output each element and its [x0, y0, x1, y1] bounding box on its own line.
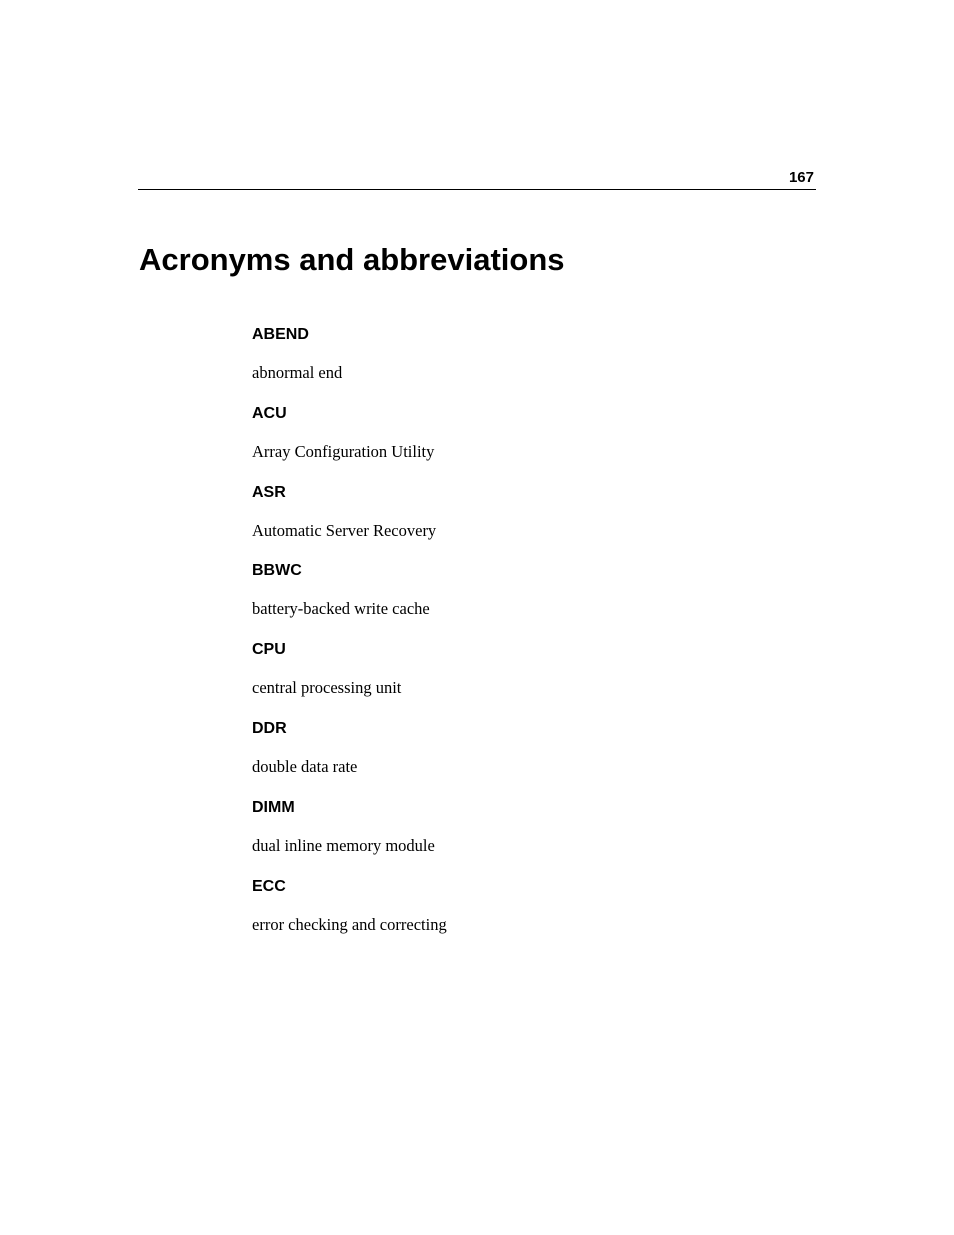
page-title: Acronyms and abbreviations — [139, 242, 565, 277]
glossary-term: ACU — [252, 404, 287, 422]
page-number: 167 — [788, 169, 814, 186]
glossary-definition: double data rate — [252, 756, 358, 776]
glossary-term: ECC — [252, 877, 286, 895]
glossary-term: ABEND — [252, 326, 309, 343]
glossary-term: ASR — [252, 483, 286, 501]
glossary-definition: abnormal end — [252, 363, 343, 382]
glossary-definition: Automatic Server Recovery — [252, 520, 437, 540]
glossary-term: BBWC — [252, 562, 302, 580]
glossary-term: CPU — [252, 641, 286, 659]
glossary-definition: battery-backed write cache — [252, 599, 430, 619]
glossary-entry — [252, 718, 812, 797]
glossary-entry — [252, 482, 812, 561]
glossary-entry — [252, 560, 812, 639]
glossary-definition: error checking and correcting — [252, 914, 447, 934]
glossary-list — [252, 324, 812, 954]
glossary-term: DIMM — [252, 798, 295, 816]
header-rule — [138, 189, 816, 190]
glossary-definition: central processing unit — [252, 678, 402, 698]
glossary-definition: dual inline memory module — [252, 835, 435, 855]
glossary-entry — [252, 639, 812, 718]
glossary-term: DDR — [252, 719, 287, 737]
glossary-definition: Array Configuration Utility — [252, 441, 435, 461]
glossary-entry — [252, 797, 812, 876]
glossary-entry — [252, 324, 812, 403]
glossary-entry — [252, 403, 812, 482]
glossary-entry — [252, 876, 812, 955]
